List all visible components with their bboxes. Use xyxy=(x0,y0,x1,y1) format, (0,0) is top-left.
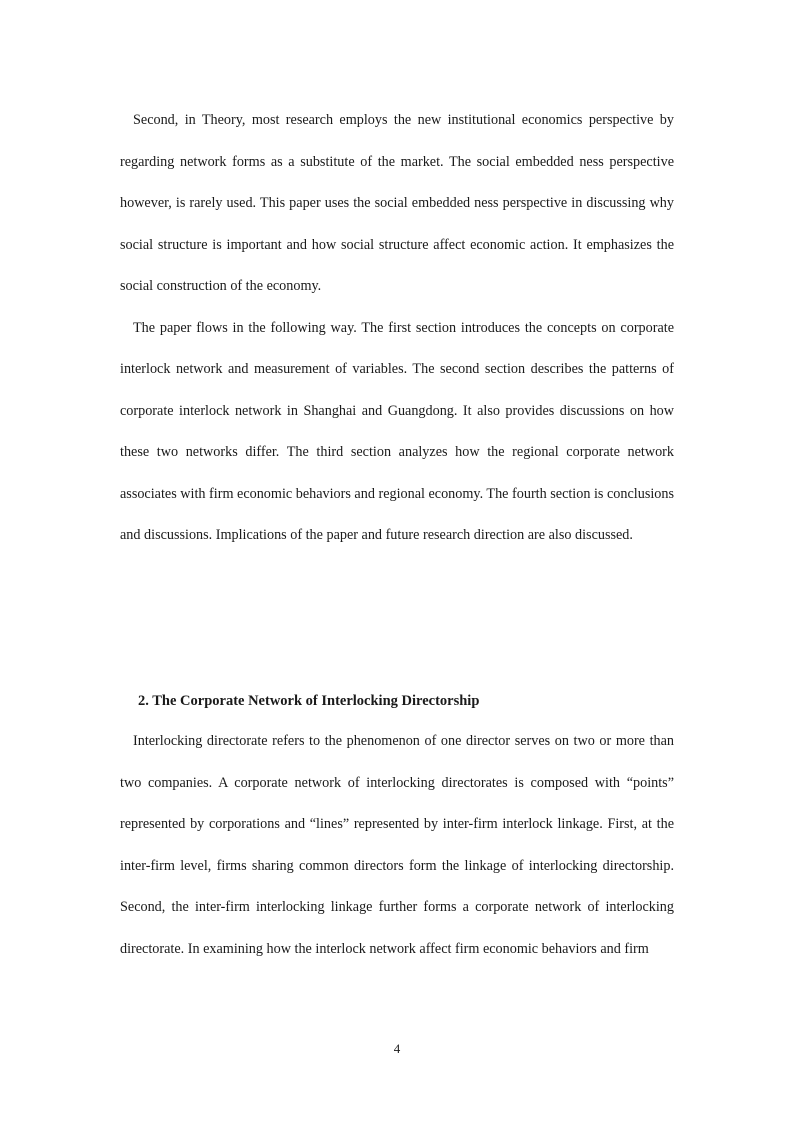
paragraph-text: Interlocking directorate refers to the phenomenon of one director serves on two or more than two companies. A corporate network of interlocking directorates is composed with “points” represented by corporations and “lines” represented by inter-firm interlock linkage. First, at the inter-firm level, firms sharing common directors form the linkage of interlocking directorship. Second, the inter-firm interlocking linkage further forms a corporate network of interlocking directorate. In examining how the interlock network affect firm economic behaviors and firm xyxy=(120,733,674,957)
paragraph-text: The paper flows in the following way. The first section introduces the concepts on corporate interlock network and measurement of variables. The second section describes the patterns of corporate interlock network in Shanghai and Guangdong. It also provides discussions on how these two networks differ. The third section analyzes how the regional corporate network associates with firm economic behaviors and regional economy. The fourth section is conclusions and discussions. Implications of the paper and future research direction are also discussed. xyxy=(120,319,674,543)
paragraph-theory xyxy=(120,100,674,308)
paragraph-interlocking-definition xyxy=(120,721,674,970)
section-heading: 2. The Corporate Network of Interlocking Directorship xyxy=(138,693,480,709)
page-number: 4 xyxy=(393,1041,401,1056)
section-heading-block xyxy=(138,689,698,713)
body-text-block xyxy=(120,100,674,557)
paragraph-paper-flow xyxy=(120,308,674,557)
paragraph-text: Second, in Theory, most research employs the new institutional economics perspective by regarding network forms as a substitute of the market. The social embedded ness perspective however, is rarely used. This paper uses the social embedded ness perspective in discussing why social structure is important and how social structure affect economic action. It emphasizes the social construction of the economy. xyxy=(120,112,674,294)
section-body-block xyxy=(120,721,674,970)
